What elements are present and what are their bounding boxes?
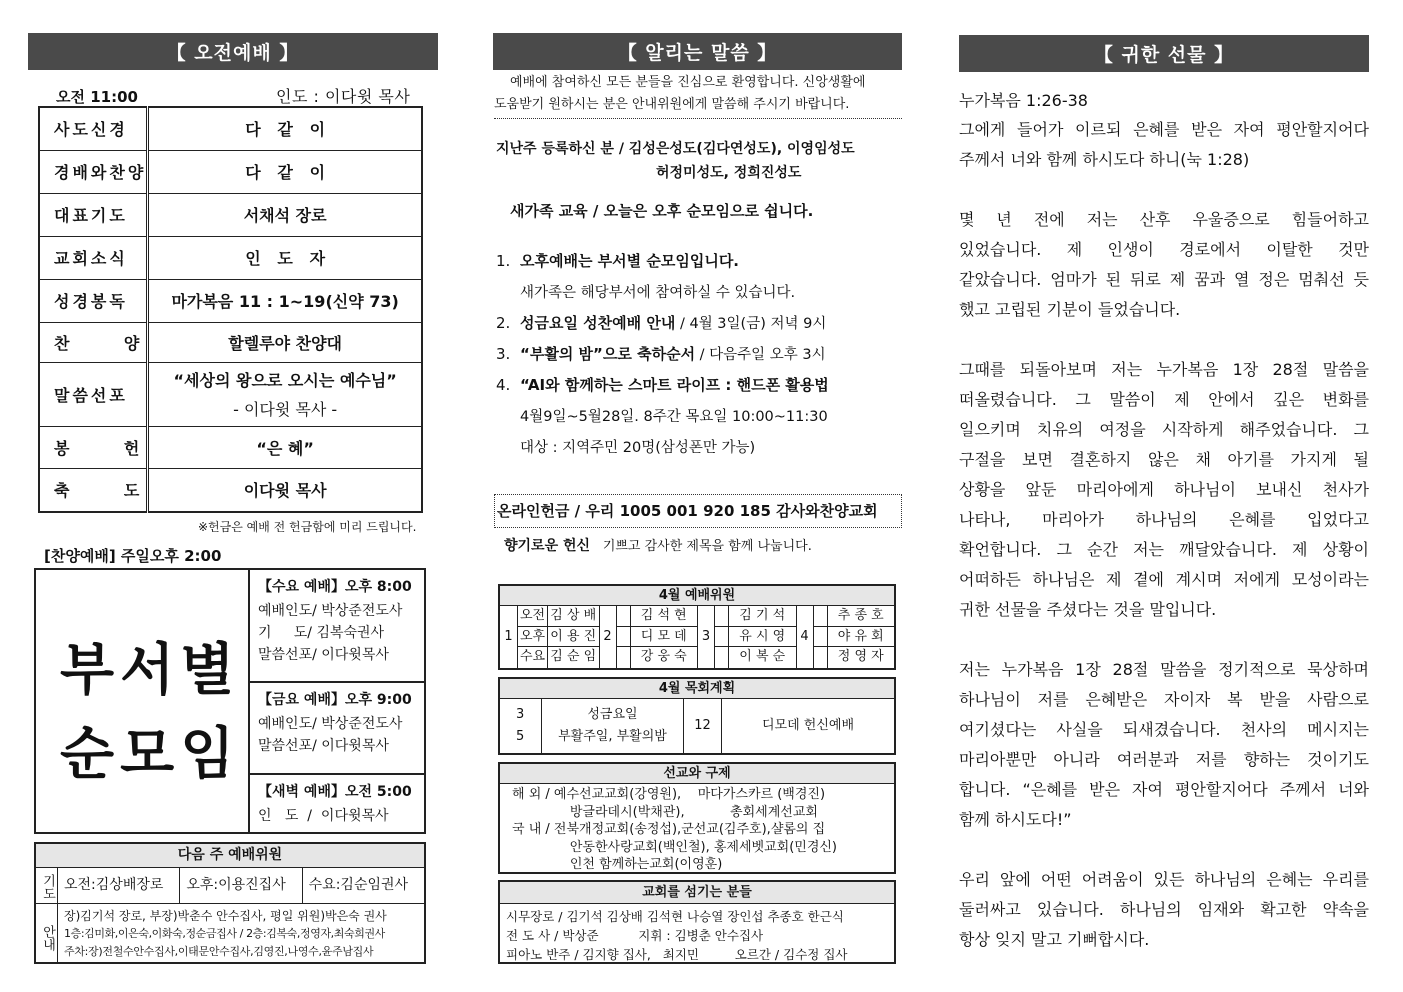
order-row <box>39 322 422 362</box>
order-value <box>148 426 422 468</box>
servant-name: 야 유 회 <box>837 628 884 644</box>
wed-line: 말씀선포/ 이다윗목사 <box>258 647 389 663</box>
service-type <box>715 647 729 668</box>
order-value-text: 이다윗 목사 <box>243 481 327 501</box>
fri-line: 말씀선포/ 이다윗목사 <box>258 738 389 754</box>
week-number: 3 <box>697 606 715 668</box>
order-value-text: 인 도 자 <box>245 249 326 268</box>
devotion-line: 했고 고립된 기분이 들었습니다. <box>959 300 1181 319</box>
notice-text: 새가족은 해당부서에 참여하실 수 있습니다. <box>520 285 796 301</box>
wed-title: 【수요 예배】오후 8:00 <box>258 579 412 595</box>
order-value <box>148 107 422 150</box>
devotion-line: 함께 하시도다!” <box>959 810 1072 829</box>
plan-date: 12 <box>684 699 722 753</box>
notice-text: / 다음주일 오후 3시 <box>695 347 826 363</box>
notice-bold: 성금요일 성찬예배 안내 <box>520 314 676 332</box>
servant-row <box>814 606 895 627</box>
order-value-text: 할렐루야 찬양대 <box>228 333 343 353</box>
servant-row <box>518 627 599 648</box>
service-type: 수요 <box>518 647 548 668</box>
order-label: 말씀선포 <box>39 362 148 426</box>
service-type <box>814 627 828 647</box>
devotion-line: 확언합니다. 그 순간 저는 깨달았습니다. 제 상황이 <box>959 540 1369 559</box>
order-label: 찬 양 <box>39 322 148 362</box>
notice-number: 1. <box>496 252 511 270</box>
order-label: 사도신경 <box>39 107 148 150</box>
fragrant-label: 향기로운 헌신 <box>504 538 591 554</box>
service-type: 오후 <box>518 627 548 647</box>
dawn-title: 【새벽 예배】오전 5:00 <box>258 784 412 800</box>
servant-name: 김 기 석 <box>739 608 786 623</box>
wed-line: 기 도/ 김복숙권사 <box>258 625 385 641</box>
online-offering-box <box>494 494 902 528</box>
service-type <box>814 647 828 668</box>
prayer-label: 기도 <box>36 868 58 903</box>
servant-row <box>715 647 796 668</box>
devotion-paragraph <box>959 865 1369 955</box>
servant-row <box>518 647 599 668</box>
devotion-line: 우리 앞에 어떤 어려움이 있든 하나님의 은혜는 우리를 <box>959 870 1369 889</box>
servant-name: 강 웅 숙 <box>640 649 687 665</box>
online-offering: 온라인헌금 / 우리 1005 001 920 185 감사와찬양교회 <box>497 502 878 520</box>
notice-item <box>496 432 900 463</box>
mission-line: 해 외 / 예수선교교회(강영원), 마다가스카르 (백경진) <box>512 787 826 802</box>
plan-date: 3 <box>516 707 525 722</box>
guide-line: 1층:김미화,이은숙,이화숙,정순금집사 / 2층:김복숙,정영자,최숙희권사 <box>64 927 385 940</box>
devotion-line: 둘러싸고 있습니다. 하나님의 임재와 확고한 약속을 <box>959 900 1369 919</box>
fri-line: 예배인도/ 박상준전도사 <box>258 716 403 732</box>
service-type <box>617 647 631 668</box>
order-value-sub: - 이다윗 목사 - <box>233 400 338 419</box>
devotion-text <box>959 115 1369 985</box>
order-label: 축 도 <box>39 468 148 512</box>
next-week-servants-box <box>34 842 426 964</box>
servant-row <box>617 627 698 648</box>
worship-time: 오전 11:00 <box>56 88 138 106</box>
order-value <box>148 193 422 236</box>
big-text-1: 부서별 <box>60 638 241 703</box>
order-row <box>39 362 422 426</box>
servant-row <box>518 606 599 627</box>
mission-title: 선교와 구제 <box>500 764 894 784</box>
order-row <box>39 150 422 193</box>
order-row <box>39 236 422 279</box>
devotion-paragraph <box>959 115 1369 175</box>
servant-name: 정 영 자 <box>837 649 884 665</box>
order-value-text: 마가복음 11 : 1~19(신약 73) <box>171 292 399 311</box>
servant-row <box>617 606 698 627</box>
devotion-paragraph <box>959 655 1369 835</box>
friday-service <box>250 683 424 775</box>
church-servants-title: 교회를 섬기는 분들 <box>500 882 894 904</box>
week-column <box>814 606 895 668</box>
order-label: 성경봉독 <box>39 279 148 322</box>
fri-title: 【금요 예배】오후 9:00 <box>258 692 412 708</box>
notice-list <box>496 246 900 463</box>
week-column <box>518 606 599 668</box>
notice-item <box>496 246 900 277</box>
devotion-line: 어떠하든 하나님은 제 곁에 계시며 저에게 모성이라는 <box>959 570 1369 589</box>
april-plan-title: 4월 목회계획 <box>500 679 894 699</box>
plan-date: 5 <box>516 729 525 744</box>
order-value-text: 서채석 장로 <box>243 206 327 225</box>
order-value <box>148 279 422 322</box>
mission-line: 안동한사랑교회(백인철), 홍제세벳교회(민경신) <box>512 839 838 855</box>
service-type: 오전 <box>518 606 548 626</box>
order-value <box>148 468 422 512</box>
offering-note: ※헌금은 예배 전 헌금함에 미리 드립니다. <box>198 520 417 534</box>
week-number: 1 <box>500 606 518 668</box>
april-servants-title: 4월 예배위원 <box>500 586 894 606</box>
prayer-item: 오후:이용진집사 <box>180 868 302 903</box>
devotion-line: 여기셨다는 사실을 되새겼습니다. 천사의 메시지는 <box>959 720 1369 739</box>
servant-row <box>715 606 796 627</box>
order-value-text: 다 같 이 <box>245 163 326 182</box>
plan-event: 성금요일 <box>587 707 638 722</box>
devotion-line: 나타나, 마리아가 하나님의 은혜를 입었다고 <box>959 510 1369 529</box>
wed-line: 예배인도/ 박상준전도사 <box>258 603 403 619</box>
order-value-text: “은 혜” <box>256 438 314 458</box>
notice-number: 2. <box>496 314 511 332</box>
welcome-line: 예배에 참여하신 모든 분들을 진심으로 환영합니다. 신앙생활에 <box>510 75 866 90</box>
worship-leader: 인도 : 이다윗 목사 <box>276 87 411 106</box>
servant-row <box>617 647 698 668</box>
servant-name: 김 순 임 <box>550 649 597 665</box>
devotion-line: 주께서 너와 함께 하시도다 하니(눅 1:28) <box>959 150 1250 169</box>
week-number: 2 <box>599 606 617 668</box>
servant-line: 전 도 사 / 박상준 지휘 : 김병춘 안수집사 <box>506 928 764 943</box>
order-value-text: “세상의 왕으로 오시는 예수님” <box>173 371 397 390</box>
verse-reference: 누가복음 1:26-38 <box>959 91 1088 110</box>
wednesday-service <box>250 570 424 683</box>
servant-name: 추 종 호 <box>837 608 884 623</box>
servant-name: 김 상 배 <box>550 608 597 623</box>
mission-box <box>498 762 896 874</box>
order-label: 교회소식 <box>39 236 148 279</box>
devotion-line: 귀한 선물을 주셨다는 것을 말입니다. <box>959 600 1217 619</box>
notice-item <box>496 370 900 401</box>
notice-text: 대상 : 지역주민 20명(삼성폰만 가능) <box>520 440 756 456</box>
servant-row <box>715 627 796 648</box>
notice-number: 3. <box>496 345 511 363</box>
notice-item <box>496 339 900 370</box>
prayer-item: 수요:김순임권사 <box>308 877 409 893</box>
order-value <box>148 150 422 193</box>
mission-line: 방글라데시(박채관), 총회세계선교회 <box>512 804 818 820</box>
order-of-worship-table <box>38 106 423 513</box>
mission-line: 국 내 / 전북개정교회(송정섭),군선교(김주호),샬롬의 집 <box>512 822 826 837</box>
devotion-paragraph <box>959 355 1369 625</box>
servant-name: 이 용 진 <box>550 628 597 644</box>
service-type <box>715 627 729 647</box>
devotion-line: 저는 누가복음 1장 28절 말씀을 정기적으로 묵상하며 <box>959 660 1369 679</box>
devotion-paragraph <box>959 205 1369 325</box>
servant-name: 김 석 현 <box>640 608 687 623</box>
order-value <box>148 322 422 362</box>
registered-line-1: 지난주 등록하신 분 / 김성은성도(김다연성도), 이영임성도 <box>496 141 855 157</box>
servant-line: 시무장로 / 김기석 김상배 김석현 나승열 장인섭 추종호 한근식 <box>506 909 844 924</box>
order-value <box>148 362 422 426</box>
announcements-header: 【 알리는 말씀 】 <box>493 33 902 70</box>
devotion-line: 마리아뿐만 아니라 여러분과 저를 향하는 것이기도 <box>959 750 1369 769</box>
devotion-line: 항상 잊지 말고 기뻐합시다. <box>959 930 1150 949</box>
week-column <box>617 606 698 668</box>
service-type <box>814 606 828 626</box>
guide-label: 안내 <box>36 904 58 962</box>
notice-bold: 오후예배는 부서별 순모임입니다. <box>520 252 740 270</box>
order-row <box>39 468 422 512</box>
servant-row <box>814 627 895 648</box>
prayer-item: 오전:김상배장로 <box>58 868 180 903</box>
april-servants-grid <box>500 606 894 668</box>
welcome-text <box>494 72 902 119</box>
order-label: 경배와찬양 <box>39 150 148 193</box>
mission-line: 인천 함께하는교회(이영훈) <box>512 857 723 872</box>
week-number: 4 <box>796 606 814 668</box>
order-row <box>39 426 422 468</box>
dawn-service <box>250 775 424 832</box>
church-servants-box <box>498 880 896 964</box>
order-row <box>39 107 422 150</box>
notice-number: 4. <box>496 376 511 394</box>
devotion-line: 일으키며 치유의 여정을 시작하게 해주었습니다. 그 <box>959 420 1369 439</box>
order-value <box>148 236 422 279</box>
guide-line: 장)김기석 장로, 부장)박춘수 안수집사, 평일 위원)박은숙 권사 <box>64 909 387 923</box>
notice-item <box>496 401 900 432</box>
devotion-line: 그에게 들어가 이르되 은혜를 받은 자여 평안할지어다 <box>959 120 1369 139</box>
plan-event: 디모데 헌신예배 <box>761 718 855 733</box>
guide-line: 주차:장)전철수안수집사,이태문안수집사,김영진,나영수,윤주남집사 <box>64 945 374 958</box>
precious-gift-header: 【 귀한 선물 】 <box>959 35 1369 72</box>
service-type <box>617 606 631 626</box>
devotion-line: 몇 년 전에 저는 산후 우울증으로 힘들어하고 <box>959 210 1369 229</box>
next-week-title: 다음 주 예배위원 <box>36 844 424 868</box>
notice-bold: “부활의 밤”으로 축하순서 <box>520 345 696 363</box>
order-value-text: 다 같 이 <box>245 120 326 140</box>
plan-event: 부활주일, 부활의밤 <box>558 729 667 744</box>
order-row <box>39 193 422 236</box>
praise-worship-title: [찬양예배] 주일오후 2:00 <box>44 547 222 565</box>
notice-item <box>496 277 900 308</box>
servant-row <box>814 647 895 668</box>
new-family-notice: 새가족 교육 / 오늘은 오후 순모임으로 쉽니다. <box>510 202 814 220</box>
department-meeting-block <box>36 570 250 832</box>
dawn-line: 인 도 / 이다윗목사 <box>258 808 389 824</box>
devotion-line: 떠올렸습니다. 그 말씀이 제 안에서 깊은 변화를 <box>959 390 1369 409</box>
order-label: 봉 헌 <box>39 426 148 468</box>
service-type <box>715 606 729 626</box>
registered-line-2: 허정미성도, 정희진성도 <box>656 165 802 181</box>
notice-item <box>496 308 900 339</box>
order-row <box>39 279 422 322</box>
devotion-line: 합니다. “은혜를 받은 자여 평안할지어다 주께서 너와 <box>959 780 1369 799</box>
fragrant-text: 기쁘고 감사한 제목을 함께 나눕니다. <box>602 539 812 554</box>
april-servants-box <box>498 584 896 670</box>
welcome-line: 도움받기 원하시는 분은 안내위원에게 말씀해 주시기 바랍니다. <box>494 97 850 112</box>
week-column <box>715 606 796 668</box>
devotion-line: 있었습니다. 제 인생이 경로에서 이탈한 것만 <box>959 240 1369 259</box>
big-text-2: 순모임 <box>60 722 241 787</box>
morning-worship-header: 【 오전예배 】 <box>28 33 438 70</box>
devotion-line: 그때를 되돌아보며 저는 누가복음 1장 28절 말씀을 <box>959 360 1369 379</box>
devotion-line: 구절을 보면 결혼하지 않은 채 아기를 가지게 될 <box>959 450 1369 469</box>
devotion-line: 상황을 앞둔 마리아에게 하나님이 보내신 천사가 <box>959 480 1369 499</box>
servant-name: 디 모 데 <box>640 628 687 644</box>
april-plan-box <box>498 677 896 755</box>
service-type <box>617 627 631 647</box>
services-box <box>34 568 426 834</box>
servant-name: 유 시 영 <box>739 628 786 644</box>
order-label: 대표기도 <box>39 193 148 236</box>
notice-text: 4월9일~5월28일. 8주간 목요일 10:00~11:30 <box>520 409 828 425</box>
devotion-line: 하나님이 저를 은혜받은 자이자 복 받을 사람으로 <box>959 690 1369 709</box>
devotion-line: 같았습니다. 엄마가 된 뒤로 제 꿈과 열 정은 멈춰선 듯 <box>959 270 1369 289</box>
servant-name: 이 복 순 <box>739 649 786 665</box>
notice-bold: “AI와 함께하는 스마트 라이프 : 핸드폰 활용법 <box>520 376 829 394</box>
notice-text: / 4월 3일(금) 저녁 9시 <box>675 316 827 332</box>
servant-line: 피아노 반주 / 김지향 집사, 최지민 오르간 / 김수정 집사 <box>506 947 848 962</box>
